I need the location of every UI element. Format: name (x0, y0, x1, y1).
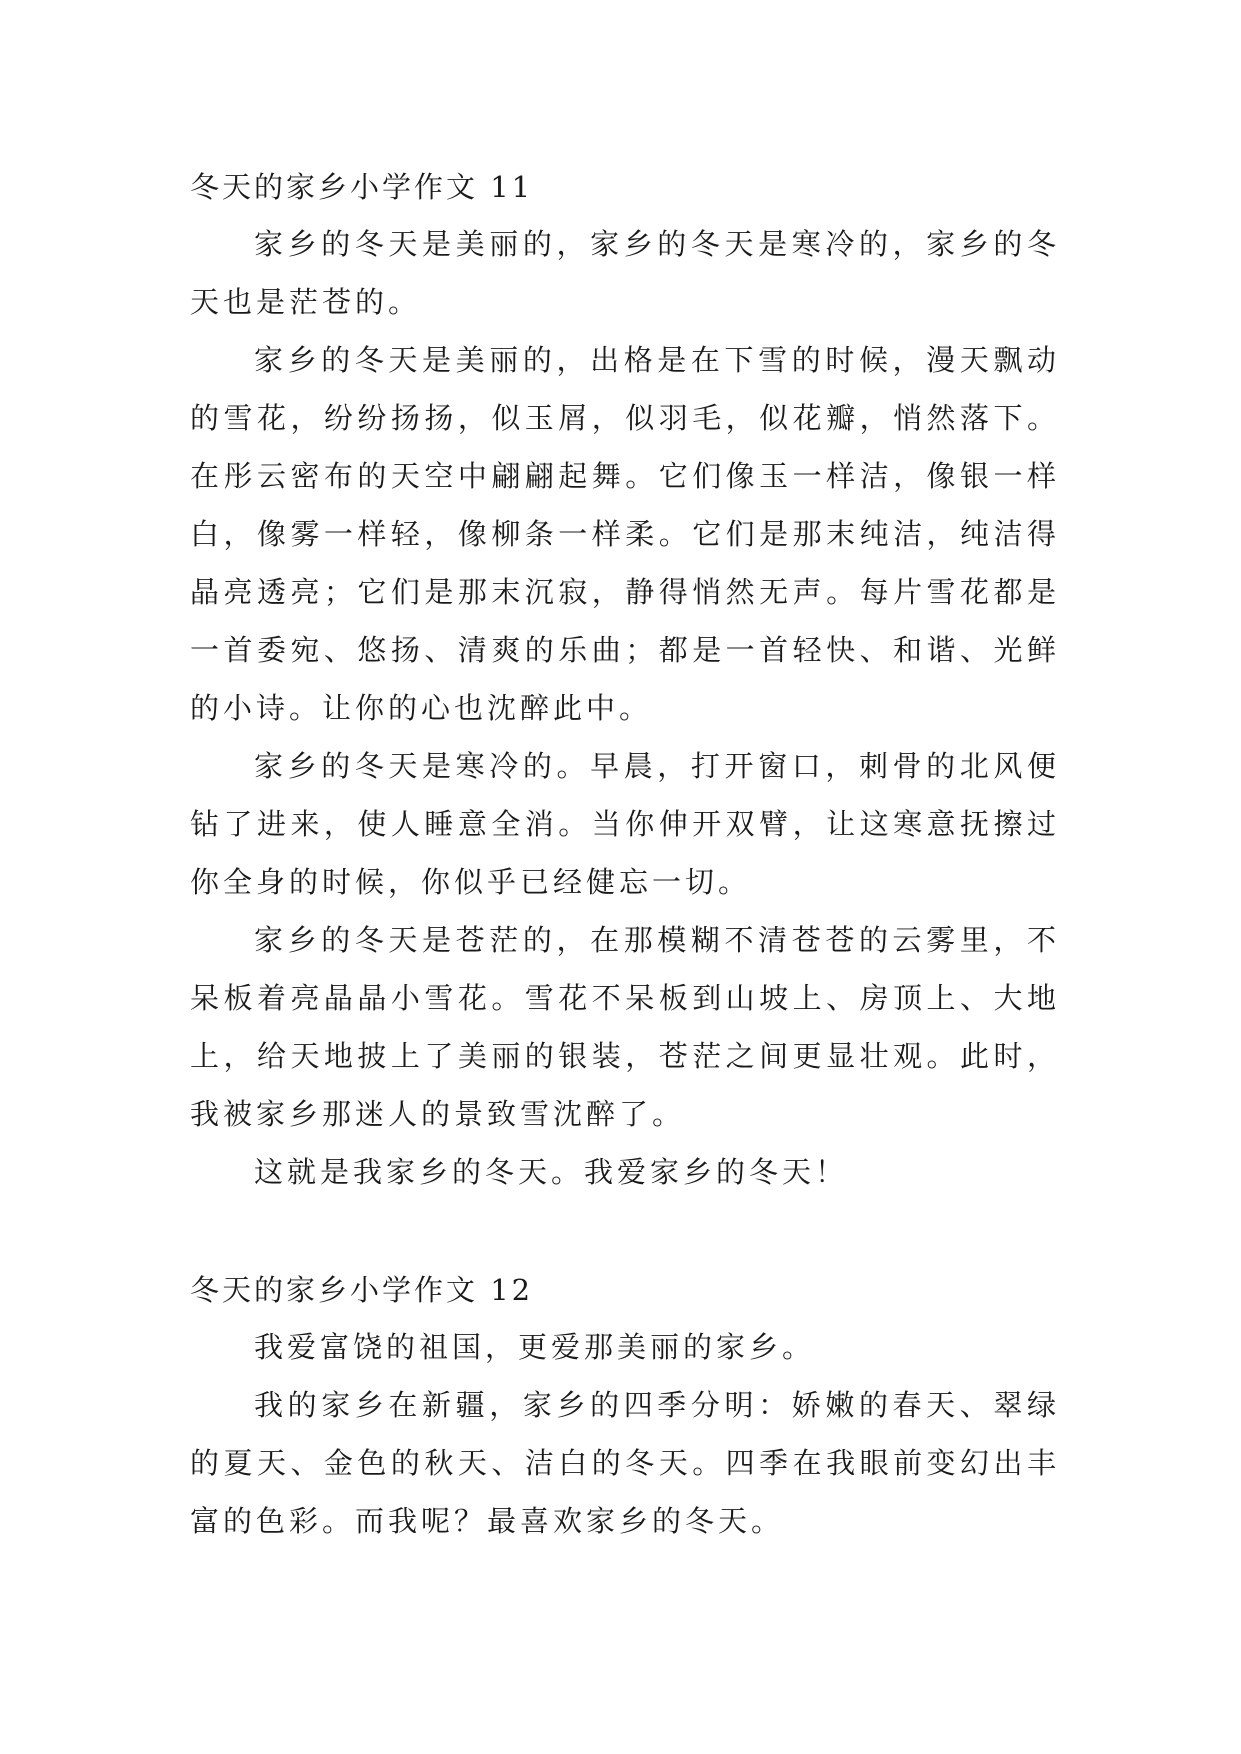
essay-11-paragraph-5: 这就是我家乡的冬天。我爱家乡的冬天！ (254, 1155, 849, 1189)
essay-title-11: 冬天的家乡小学作文 11 (190, 170, 534, 204)
essay-12-paragraph-2: 我的家乡在新疆，家乡的四季分明：娇嫩的春天、翠绿的夏天、金色的秋天、洁白的冬天。四季在我眼前变幻出丰富的色彩。而我呢？最喜欢家乡的冬天。 (190, 1388, 1060, 1538)
essay-12-paragraph-1: 我爱富饶的祖国，更爱那美丽的家乡。 (254, 1330, 816, 1364)
essay-11-paragraph-1: 家乡的冬天是美丽的，家乡的冬天是寒冷的，家乡的冬天也是茫苍的。 (190, 227, 1060, 319)
essay-title-12: 冬天的家乡小学作文 12 (190, 1273, 534, 1307)
essay-11-paragraph-4: 家乡的冬天是苍茫的，在那模糊不清苍苍的云雾里，不呆板着亮晶晶小雪花。雪花不呆板到山坡上、房顶上、大地上，给天地披上了美丽的银装，苍茫之间更显壮观。此时，我被家乡那迷人的景致雪沈醉了。 (190, 923, 1060, 1131)
essay-11-paragraph-2: 家乡的冬天是美丽的，出格是在下雪的时候，漫天飘动的雪花，纷纷扬扬，似玉屑，似羽毛，似花瓣，悄然落下。在彤云密布的天空中翩翩起舞。它们像玉一样洁，像银一样白，像雾一样轻，像柳条一样柔。它们是那末纯洁，纯洁得晶亮透亮；它们是那末沉寂，静得悄然无声。每片雪花都是一首委宛、悠扬、清爽的乐曲；都是一首轻快、和谐、光鲜的小诗。让你的心也沈醉此中。 (190, 343, 1060, 725)
essay-11-paragraph-3: 家乡的冬天是寒冷的。早晨，打开窗口，刺骨的北风便钻了进来，使人睡意全消。当你伸开双臂，让这寒意抚擦过你全身的时候，你似乎已经健忘一切。 (190, 749, 1060, 899)
section-spacer (190, 1201, 1060, 1263)
document-page (190, 160, 1060, 1550)
